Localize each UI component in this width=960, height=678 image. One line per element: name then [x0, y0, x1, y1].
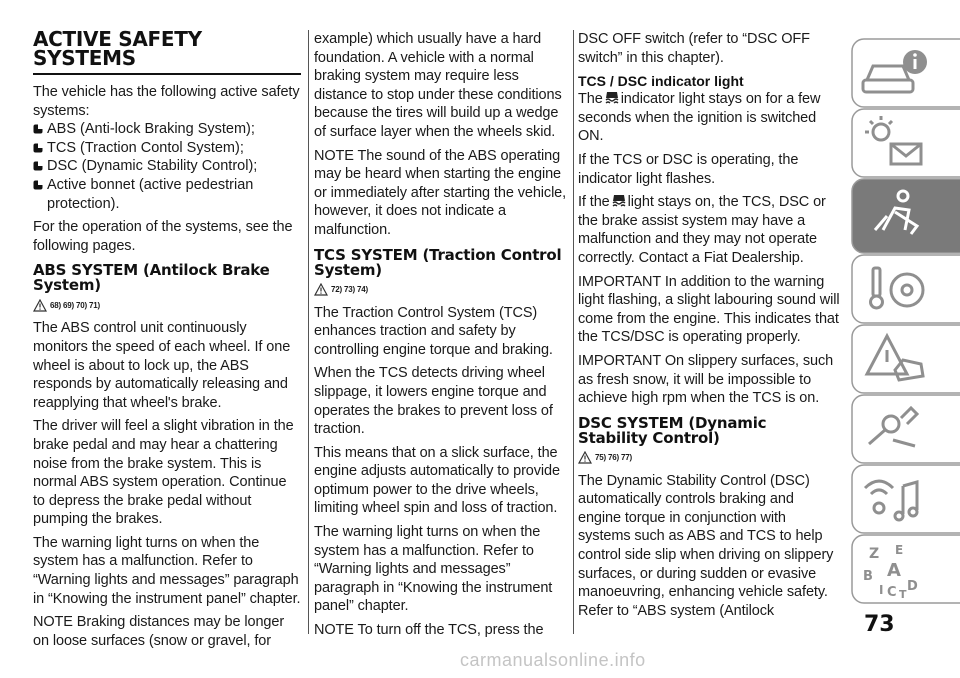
tab-index[interactable]: [851, 534, 960, 610]
bullet-icon: [33, 180, 43, 190]
tab-safety[interactable]: [851, 178, 960, 254]
tab-starting-driving[interactable]: [851, 254, 960, 330]
bullet-item: [33, 120, 301, 139]
tab-multimedia[interactable]: [851, 464, 960, 540]
column-divider-1: [308, 30, 309, 634]
important-paragraph: IMPORTANT On slippery surfaces, such as fresh snow, it will be impossible to achieve high rpm when the TCS is on.: [578, 352, 834, 407]
tcs-heading: TCS SYSTEM (Traction Control System): [314, 245, 562, 279]
indicator-paragraph: [578, 90, 840, 146]
text-fragment: indicator light stays on for a few seconds when the ignition is switched ON.: [578, 91, 821, 145]
text-fragment: The: [578, 91, 603, 108]
tab-warning-lights[interactable]: [851, 108, 960, 184]
column-1: [33, 27, 301, 655]
bullet-icon: [33, 143, 43, 153]
bullet-item: [33, 139, 301, 158]
bullet-text: Active bonnet (active pedestrian protection).: [47, 176, 254, 212]
dsc-warning-refs: [578, 450, 840, 466]
abs-paragraph: The warning light turns on when the system has a malfunction. Refer to “Warning lights and messages” paragraph in “Knowing the instrument panel” chapter.: [33, 534, 301, 607]
abs-heading: ABS SYSTEM (Antilock Brake System): [33, 261, 270, 295]
bullet-text: ABS (Anti-lock Braking System);: [47, 121, 255, 138]
svg-text:C: C: [887, 585, 897, 600]
abs-note: NOTE Braking distances may be longer on loose surfaces (snow or gravel, for: [33, 614, 285, 649]
dsc-off-text: DSC OFF switch (refer to “DSC OFF switch” in this chapter).: [578, 31, 810, 66]
dsc-paragraph: The Dynamic Stability Control (DSC) automatically controls braking and engine torque in conjunction with systems such as ABS and TCS to help control side slip when driving on slippery surfaces, or during sudden or evasive manoeuvring, enhancing vehicle safety. Refer to “ABS system (Antilock: [578, 472, 834, 619]
abs-paragraph: The ABS control unit continuously monitors the speed of each wheel. If one wheel is about to lock up, the ABS responds by automatically releasing and reapplying that wheel's brake.: [33, 320, 291, 411]
bullet-text: DSC (Dynamic Stability Control);: [47, 158, 258, 175]
abs-note-sound: NOTE The sound of the ABS operating may be heard when starting the engine or immediately after starting the vehicle, however, it does not indicate a malfunction.: [314, 147, 567, 238]
chapter-tabs: [851, 38, 960, 601]
svg-text:A: A: [887, 560, 901, 581]
warning-triangle-icon: [578, 451, 592, 464]
bullet-text: TCS (Traction Contol System);: [47, 139, 244, 156]
intro-text: The vehicle has the following active safety systems:: [33, 84, 300, 119]
watermark-text: carmanualsonline.info: [460, 650, 646, 670]
important-paragraph: IMPORTANT In addition to the warning light flashing, a slight labouring sound will come from the engine. This indicates that the TCS/DSC is operating properly.: [578, 273, 840, 346]
tcs-warning-refs: [314, 282, 570, 298]
tcs-paragraph: The warning light turns on when the system has a malfunction. Refer to “Warning lights and messages” paragraph in “Knowing the instrument panel” chapter.: [314, 524, 553, 615]
column-2: [314, 30, 570, 645]
indicator-paragraph: If the TCS or DSC is operating, the indicator light flashes.: [578, 151, 799, 187]
tab-car-info[interactable]: [851, 38, 960, 114]
indicator-paragraph: [578, 193, 840, 267]
page-number: 73: [864, 612, 895, 637]
section-title: ACTIVE SAFETY SYSTEMS: [33, 30, 301, 75]
tcs-note: NOTE To turn off the TCS, press the: [314, 622, 544, 639]
tab-emergency[interactable]: [851, 324, 960, 400]
tcs-dsc-indicator-icon: [604, 90, 620, 104]
text-fragment: light stays on, the TCS, DSC or the brake assist system may have a malfunction and they may not operate correctly. Contact a Fiat Dealership.: [578, 194, 826, 266]
abs-paragraph: The driver will feel a slight vibration in the brake pedal and may hear a chattering noise from the brake system. This is normal ABS system operation. Continue to depress the brake pedal without pumping the brakes.: [33, 418, 294, 528]
indicator-heading: TCS / DSC indicator light: [578, 73, 744, 90]
abs-warning-refs: [33, 297, 301, 313]
warning-refs-text: 72) 73) 74): [331, 285, 368, 295]
tcs-paragraph: This means that on a slick surface, the engine adjusts automatically to provide optimum power to the drive wheels, limiting wheel spin and loss of traction.: [314, 444, 560, 517]
text-fragment: If the: [578, 194, 610, 211]
column-3: [578, 30, 840, 625]
operation-text: For the operation of the systems, see the following pages.: [33, 219, 293, 254]
tcs-paragraph: When the TCS detects driving wheel slippage, it lowers engine torque and operates the brakes to prevent loss of traction.: [314, 365, 553, 438]
dsc-heading: DSC SYSTEM (Dynamic Stability Control): [578, 413, 767, 447]
tcs-paragraph: The Traction Control System (TCS) enhances traction and safety by controlling engine torque and braking.: [314, 304, 553, 358]
warning-triangle-icon: [314, 283, 328, 296]
tcs-dsc-indicator-icon: [611, 193, 627, 207]
warning-refs-text: 68) 69) 70) 71): [50, 300, 100, 310]
bullet-item: [33, 157, 301, 176]
svg-text:I: I: [879, 583, 884, 597]
warning-refs-text: 75) 76) 77): [595, 453, 632, 463]
svg-text:T: T: [899, 588, 907, 601]
bullet-item: [33, 176, 301, 213]
svg-text:D: D: [907, 579, 918, 594]
svg-text:B: B: [863, 569, 873, 584]
warning-triangle-icon: [33, 299, 47, 312]
svg-text:Z: Z: [869, 546, 880, 562]
column-divider-2: [573, 30, 574, 634]
tab-maintenance[interactable]: [851, 394, 960, 470]
abs-paragraph-cont: example) which usually have a hard foundation. A vehicle with a normal braking system may require less distance to stop under these conditions because the tires will build up a wedge of surface layer when the wheels skid.: [314, 31, 562, 140]
bullet-icon: [33, 161, 43, 171]
bullet-icon: [33, 124, 43, 134]
svg-text:E: E: [895, 543, 904, 557]
